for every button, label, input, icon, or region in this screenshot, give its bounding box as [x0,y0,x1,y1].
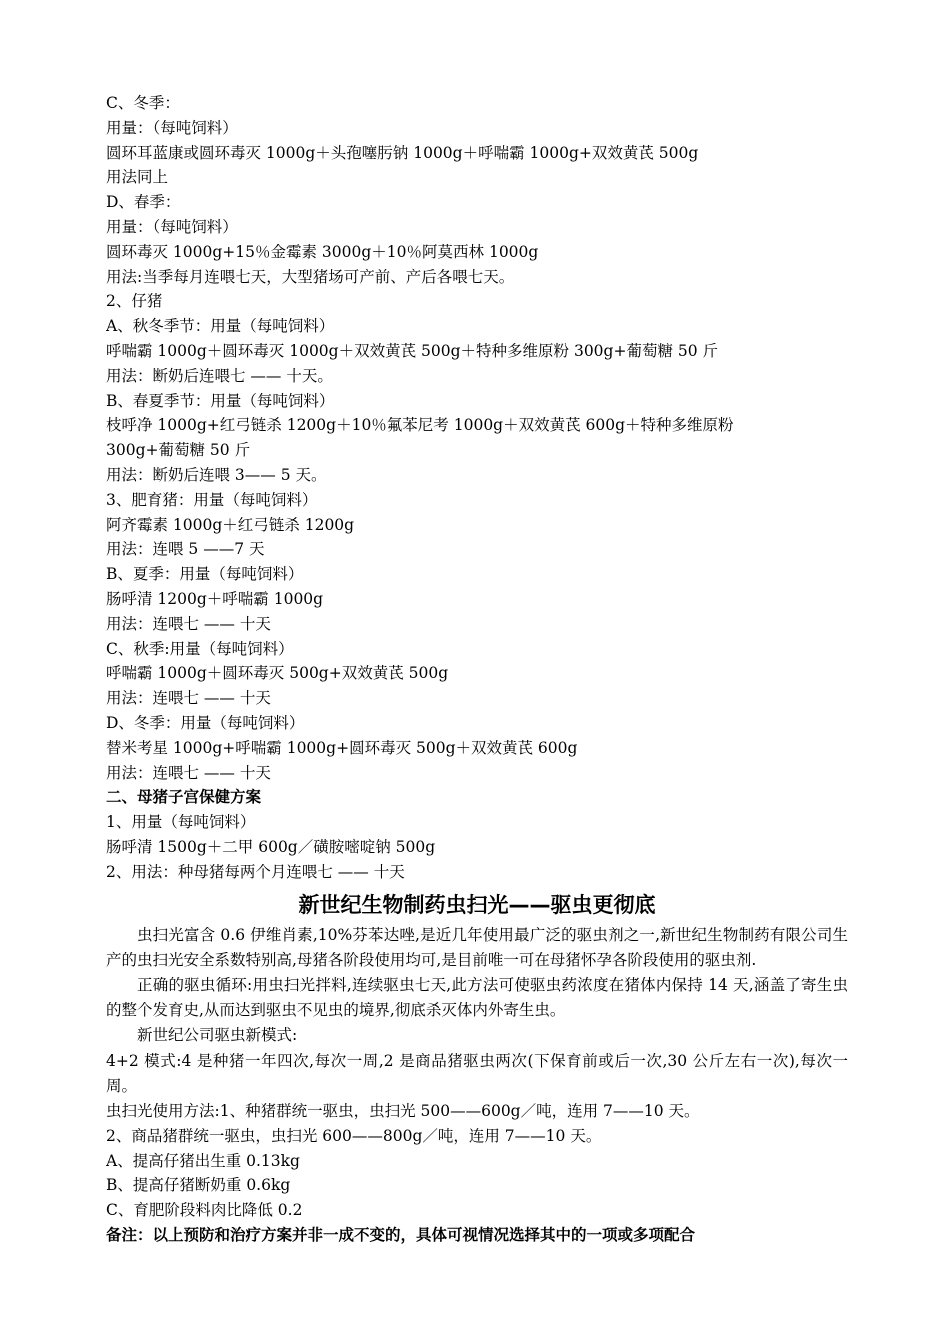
text-line: 用法:当季每月连喂七天，大型猪场可产前、产后各喂七天。 [106,267,515,286]
text-line: 阿齐霉素 1000g＋红弓链杀 1200g [106,515,355,534]
text-line: 用法同上 [106,168,169,187]
text-line: B、提高仔猪断奶重 0.6kg [106,1176,291,1195]
text-line: 虫扫光使用方法:1、种猪群统一驱虫，虫扫光 500——600g／吨，连用 7——10 天。 [106,1101,700,1120]
text-line: 肠呼清 1500g＋二甲 600g／磺胺嘧啶钠 500g [106,837,436,856]
text-line: B、春夏季节：用量（每吨饲料） [106,391,335,410]
text-line: 用法：连喂七 —— 十天 [106,763,271,782]
text-line: 3、肥育猪：用量（每吨饲料） [106,490,318,509]
section-1 [106,91,848,1248]
text-line: D、春季： [106,193,181,212]
text-line: C、冬季： [106,94,180,112]
text-line: 用法：连喂七 —— 十天 [106,614,271,633]
text-line: 呼喘霸 1000g＋圆环毒灭 500g+双效黄芪 500g [106,664,449,683]
text-line: 2、仔猪 [106,292,163,311]
section-2-heading: 二、母猪子宫保健方案 [106,788,262,807]
text-line: 用法：连喂七 —— 十天 [106,689,271,708]
text-line: 用法：断奶后连喂七 —— 十天。 [106,366,333,385]
text-line: 用量：（每吨饲料） [106,118,238,137]
text-line: C、秋季:用量（每吨饲料） [106,639,294,658]
text-line: 呼喘霸 1000g＋圆环毒灭 1000g＋双效黄芪 500g＋特种多维原粉 300g+葡萄糖 50 斤 [106,341,719,360]
paragraph: 新世纪公司驱虫新模式: [137,1026,298,1045]
text-line: 用法：连喂 5 ——7 天 [106,540,265,559]
paragraph: 正确的驱虫循环:用虫扫光拌料,连续驱虫七天,此方法可使驱虫药浓度在猪体内保持 14 天,涵盖了寄生虫的整个发育史,从而达到驱虫不见虫的境界,彻底杀灭体内外寄生虫。 [106,975,848,1020]
text-line: C、育肥阶段料肉比降低 0.2 [106,1201,303,1220]
paragraph: 虫扫光富含 0.6 伊维肖素,10%芬苯达唑,是近几年使用最广泛的驱虫剂之一,新世纪生物制药有限公司生产的虫扫光安全系数特别高,母猪各阶段使用均可,是目前唯一可在母猪怀孕各阶段使用的驱虫剂. [106,925,848,969]
text-line: 用量：（每吨饲料） [106,217,238,236]
text-line: 2、用法：种母猪每两个月连喂七 —— 十天 [106,862,405,881]
text-line: 替米考星 1000g+呼喘霸 1000g+圆环毒灭 500g＋双效黄芪 600g [106,738,578,757]
text-line: 用法：断奶后连喂 3—— 5 天。 [106,465,327,484]
mode-paragraph: 4+2 模式:4 是种猪一年四次,每次一周,2 是商品猪驱虫两次(下保育前或后一次,30 公斤左右一次),每次一周。 [106,1051,848,1095]
note: 备注：以上预防和治疗方案并非一成不变的，具体可视情况选择其中的一项或多项配合 [106,1225,696,1244]
text-line: A、秋冬季节：用量（每吨饲料） [106,317,335,336]
text-line: A、提高仔猪出生重 0.13kg [106,1151,300,1170]
text-line: 圆环毒灭 1000g+15％金霉素 3000g＋10％阿莫西林 1000g [106,242,539,261]
text-line: 圆环耳蓝康或圆环毒灭 1000g＋头孢噻肟钠 1000g＋呼喘霸 1000g+双效黄芪 500g [106,143,699,162]
text-line: 2、商品猪群统一驱虫，虫扫光 600——800g／吨，连用 7——10 天。 [106,1126,602,1145]
text-line: 枝呼净 1000g+红弓链杀 1200g＋10％氟苯尼考 1000g＋双效黄芪 600g＋特种多维原粉 [106,416,734,435]
text-line: B、夏季：用量（每吨饲料） [106,565,304,584]
text-line: D、冬季：用量（每吨饲料） [106,713,305,732]
text-line: 1、用量（每吨饲料） [106,813,256,832]
text-line: 肠呼清 1200g＋呼喘霸 1000g [106,589,324,608]
text-line: 300g+葡萄糖 50 斤 [106,441,251,460]
article-title: 新世纪生物制药虫扫光——驱虫更彻底 [298,892,656,917]
